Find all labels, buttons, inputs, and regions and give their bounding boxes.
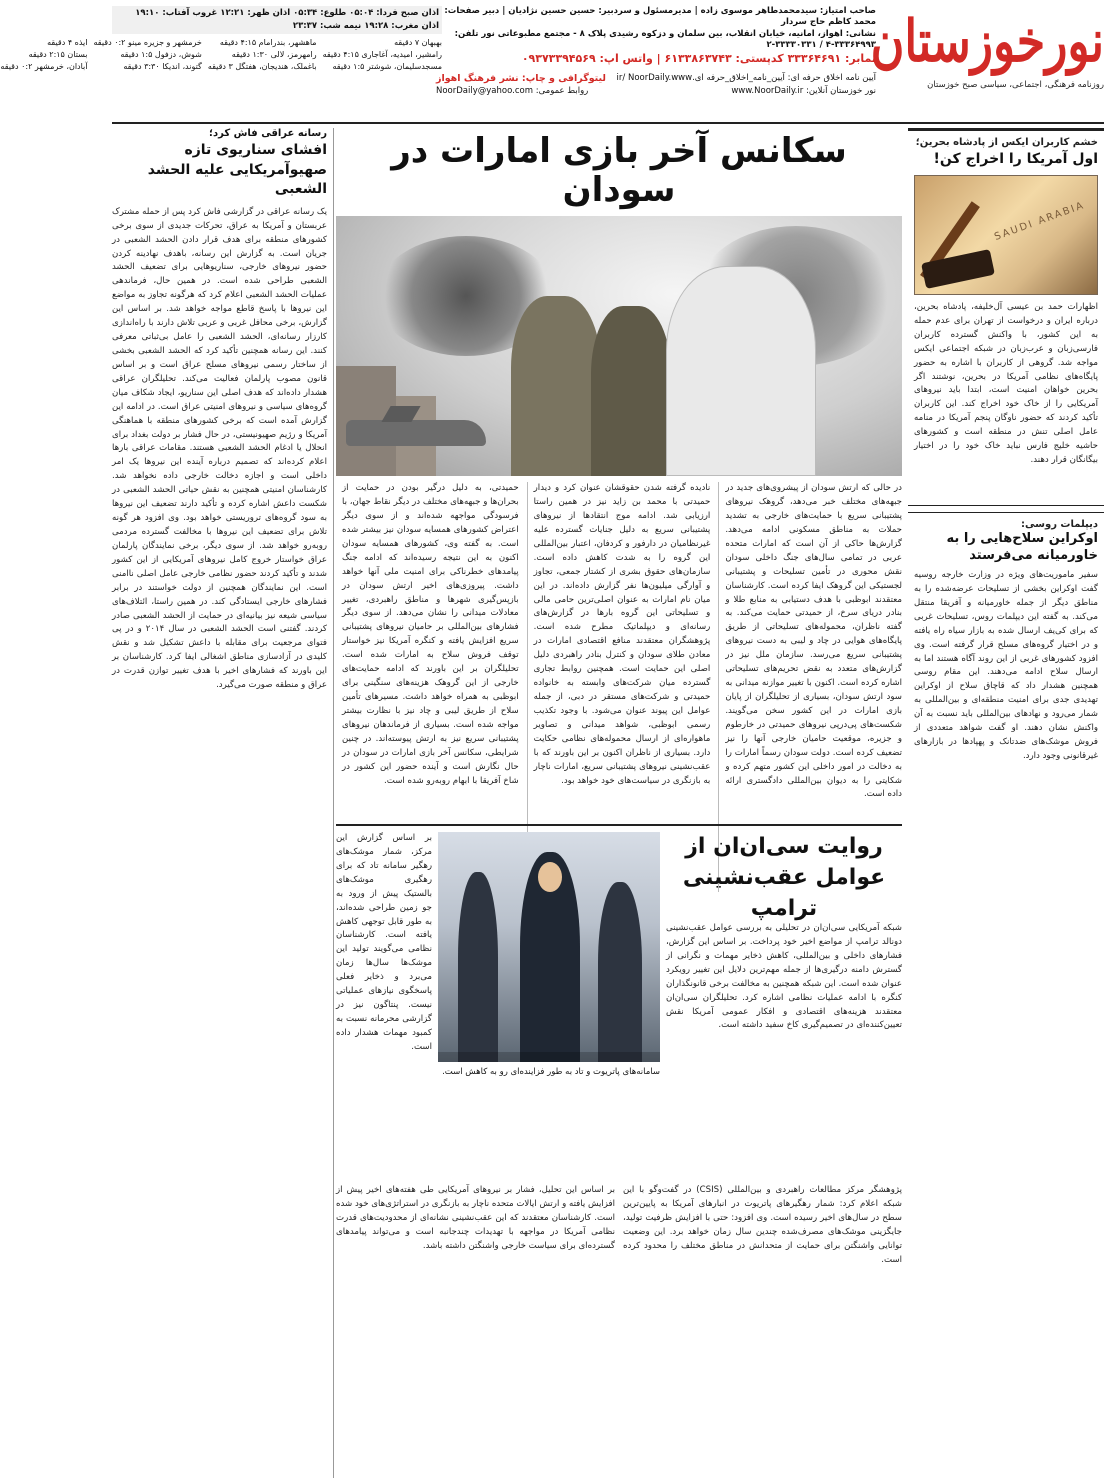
prayer-time-item: مسجدسلیمان، شوشتر ۱:۵ دقیقه [332, 61, 442, 71]
phone-line: نمابر: ۳۳۳۶۴۶۹۱ کدپستی: ۶۱۳۳۸۶۳۷۴۳ | واتس اپ: ۰۹۳۷۳۳۹۴۵۶۹ [521, 51, 876, 65]
story-kicker: رسانه عراقی فاش کرد؛ [208, 128, 327, 139]
story-body: اظهارات حمد بن عیسی آل‌خلیفه، پادشاه بحرین، درباره ایران و درخواست از تهران برای عدم حمله به این کشور، با واکنش گسترده کاربران فارسی‌زبان و عرب‌زبان در شبکه اجتماعی ایکس مواجه شد. گروهی از کاربران با اشاره به حضور پایگاه‌های نظامی آمریکا در بحرین، نوشتند اگر بحرین خواهان امنیت است، ابتدا باید نیروهای آمریکایی را از خاک خود اخراج کند. این کاربران تأکید کردند که حضور ناوگان پنجم آمریکا در منامه عامل اصلی تنش در منطقه است و کشورهای حاشیه خلیج فارس نباید خاک خود را در اختیار بیگانگان قرار دهند. [914, 301, 1098, 466]
ukraine-story[interactable] [908, 512, 1104, 1135]
story-body: سفیر ماموریت‌های ویژه در وزارت خارجه روسیه گفت اوکراین بخشی از تسلیحات عرضه‌شده را به مناطق دیگر از جمله خاورمیانه و آفریقا منتقل می‌کند. به گفته این دیپلمات روس، تسلیحات غربی که برای کی‌یف ارسال شده به بازار سیاه راه یافته و در اختیار گروه‌های مسلح قرار گرفته است. وی افزود کشورهای غربی از این روند آگاه هستند اما به ارسال سلاح ادامه می‌دهند. این مقام روسی همچنین هشدار داد که قاچاق سلاح از اوکراین تهدیدی جدی برای امنیت منطقه‌ای و بین‌المللی به شمار می‌رود و نهادهای بین‌المللی باید نسبت به آن واکنش نشان دهند. او گفت شواهد متعددی از فروش موشک‌های ضدتانک و پهپادها در بازارهای غیرقانونی وجود دارد. [914, 569, 1098, 761]
email-link[interactable]: روابط عمومی: NoorDaily@yahoo.com [436, 85, 589, 96]
prayer-time-item: بستان ۲:۱۵ دقیقه [28, 49, 88, 59]
newspaper-page [0, 4, 1104, 1479]
bahrain-story[interactable] [908, 128, 1104, 506]
address-line: نشانی: اهواز، امانیه، خیابان انقلاب، بین سلمان و دزکوه رشیدی پلاک ۸ - مجتمع مطبوعاتی نور تلفن: ۳۳۳۶۴۹۹۳-۴ / ۳۳۳۳۰۳۳۱-۲ [454, 28, 876, 51]
story-body: شبکه آمریکایی سی‌ان‌ان در تحلیلی به بررسی عوامل عقب‌نشینی دونالد ترامپ از مواضع اخیر خود پرداخت. بر اساس این گزارش، فشارهای داخلی و بین‌المللی، کاهش ذخایر مهمات و نگرانی از گسترش دامنه درگیری‌ها از جمله مهم‌ترین دلایل این تغییر رویکرد عنوان شده است. این شبکه همچنین به مخالفت برخی قانونگذاران کنگره با ادامه عملیات نظامی اشاره کرد. تحلیلگران سی‌ان‌ان معتقدند هزینه‌های اقتصادی و افکار عمومی آمریکا نقش تعیین‌کننده‌ای در تصمیم‌گیری کاخ سفید داشته است. [666, 923, 902, 1031]
photo-caption: سامانه‌های پاتریوت و تاد به طور فزاینده‌ای رو به کاهش است. [442, 1067, 660, 1077]
story-side-body: بر اساس گزارش این مرکز، شمار موشک‌های رهگیر سامانه تاد که برای رهگیری موشک‌های بالستیک پیش از ورود به جو زمین طراحی شده‌اند، به طور قابل توجهی کاهش یافته است. کارشناسان نظامی می‌گویند تولید این موشک‌ها سال‌ها زمان می‌برد و ذخایر فعلی پاسخگوی نیازهای عملیاتی نیست. پنتاگون نیز در گزارشی محرمانه نسبت به کمبود مهمات هشدار داده است. [336, 833, 432, 1052]
dateline: اذان صبح فردا: ۰۵:۰۴ طلوع: ۰۵:۳۴ اذان ظهر: ۱۲:۲۱ غروب آفتاب: ۱۹:۱۰ اذان مغرب: ۱۹:۲۸ نیمه شب: ۲۳:۳۷ [112, 6, 442, 34]
prayer-time-item: خرمشهر و جزیره مینو ۰:۲ دقیقه [93, 37, 202, 47]
story-headline[interactable]: روایت سی‌ان‌ان از عوامل عقب‌نشینی ترامپ [682, 834, 886, 921]
main-story-col-3: حمیدتی، به دلیل درگیر بودن در حمایت از بحران‌ها و جبهه‌های مختلف در دیگر نقاط جهان، با فرسودگی مواجهه شده‌اند و از سوی دیگر اعتراض کشورهای همسایه سودان نیز بیشتر شده است. به گفته وی، کشورهای همسایه سودان اکنون به این نتیجه رسیده‌اند که ادامه جنگ پیامدهای خطرناکی برای امنیت ملی آنها خواهد داشت. پیروزی‌های اخیر ارتش سودان در بازپس‌گیری شهرها و مناطق راهبردی، تغییر معادلات میدانی را نشان می‌دهد. از سوی دیگر فشارهای بین‌المللی بر حامیان نیروهای پشتیبانی سریع افزایش یافته و کنگره آمریکا نیز خواستار توقف فروش سلاح به امارات شده است. تحلیلگران بر این باورند که ادامه حمایت‌های خارجی از این گروهک هزینه‌های سنگینی برای ابوظبی به همراه خواهد داشت. مسیرهای تأمین سلاح از طریق لیبی و چاد نیز با نظارت بیشتر مواجه شده است. بسیاری از فرماندهان نیروهای پشتیبانی سریع نیز به ارتش پیوسته‌اند. در چنین شرایطی، سکانس آخر بازی امارات در سودان در حال نگارش است و آینده حضور این کشور در شاخ آفریقا با ابهام روبه‌رو شده است. [341, 483, 519, 786]
story-headline[interactable]: اول آمریکا را اخراج کن! [933, 151, 1098, 167]
prayer-time-item: ایذه ۴ دقیقه [47, 37, 88, 47]
main-story [336, 128, 902, 818]
prayer-times-box [0, 6, 442, 121]
ethics-line: آیین نامه اخلاق حرفه ای: آیین_نامه_اخلاق_حرفه ای.ir/ NoorDaily.www [616, 72, 876, 83]
prayer-time-item: رامشیر، امیدیه، آغاجاری ۴:۱۵ دقیقه [322, 49, 442, 59]
prayer-time-item: رامهرمز، لالی ۱:۳۰ دقیقه [231, 49, 317, 59]
story-body: یک رسانه عراقی در گزارشی فاش کرد پس از حمله مشترک عربستان و آمریکا به عراق، تحرکات جدیدی از سوی برخی کشورهای منطقه برای هدف قرار دادن الحشد الشعبی در جریان است. به گزارش این رسانه، باهدف نهادینه کردن حضور نیروهای خارجی، سناریوهایی برای تضعیف الحشد الشعبی طراحی شده است. در همین حال، فرماندهی عملیات الحشد الشعبی اعلام کرد که هرگونه تجاوز به مواضع این نیروها با پاسخ قاطع مواجه خواهد شد. بر اساس این گزارش، برخی محافل غربی و عربی تلاش دارند با راه‌اندازی کارزار رسانه‌ای، الحشد الشعبی را عامل بی‌ثباتی معرفی کنند. این رسانه همچنین تأکید کرد که الحشد الشعبی بخشی از ساختار رسمی نیروهای مسلح عراق است و بر اساس قانون مصوب پارلمان فعالیت می‌کند. تحلیلگران عراقی هشدار داده‌اند که هدف اصلی این سناریو، ایجاد شکاف میان گروه‌های سیاسی و نیروهای امنیتی عراق است. در ادامه این گزارش آمده است که برخی کشورهای منطقه با هماهنگی آمریکا و رژیم صهیونیستی، در حال فشار بر دولت بغداد برای انحلال یا ادغام الحشد الشعبی هستند. مقامات عراقی بارها اعلام کرده‌اند که تصمیم درباره آینده این نیروها یک امر داخلی است و اجازه دخالت خارجی داده نخواهد شد. کارشناسان امنیتی همچنین به نقش حیاتی الحشد الشعبی در شکست داعش اشاره کرده و تأکید دارند تضعیف این نیروها به سود گروه‌های تروریستی خواهد بود. وی افزود هر گونه تلاش برای تضعیف این نیروها با مخالفت گسترده مردمی روبه‌رو خواهد شد. از سوی دیگر، برخی نمایندگان پارلمان عراق خواستار خروج کامل نیروهای آمریکایی از این کشور شدند و تأکید کردند حضور نظامی خارجی عامل اصلی ناامنی است. این نمایندگان همچنین از دولت خواستند در برابر فشارهای خارجی ایستادگی کند. در همین راستا، ائتلاف‌های سیاسی شیعه نیز بیانیه‌ای در حمایت از الحشد الشعبی صادر کردند. گفتنی است الحشد الشعبی در سال ۲۰۱۴ و در پی فتوای مرجعیت برای مقابله با داعش تشکیل شد و نقش کلیدی در آزادسازی مناطق اشغالی ایفا کرد. کارشناسان بر این باورند که فشارهای اخیر با هدف تغییر توازن قدرت در عراق و منطقه صورت می‌گیرد. [112, 206, 327, 691]
story-headline[interactable]: اوکراین سلاح‌هایی را به خاورمیانه می‌فرستد [946, 530, 1098, 564]
cnn-headline-box [666, 832, 902, 924]
sudan-collage-photo [336, 216, 902, 476]
broom-map-photo: SAUDI ARABIA [914, 175, 1098, 295]
prayer-time-item: ماهشهر، بندرامام ۴:۱۵ دقیقه [219, 37, 317, 47]
online-link[interactable]: نور خوزستان آنلاین: www.NoorDaily.ir [731, 85, 876, 96]
story-body-col-2: بر اساس این تحلیل، فشار بر نیروهای آمریکایی طی هفته‌های اخیر پیش از افزایش یافته و ارتش ایالات متحده ناچار به بازنگری در استراتژی‌های خود شده است. کارشناسان معتقدند که این عقب‌نشینی نشانه‌ای از محدودیت‌های قدرت نظامی آمریکا در مواجهه با تهدیدات چندجانبه است و می‌تواند پیامدهای گسترده‌ای برای سیاست خارجی واشنگتن داشته باشد. [336, 1185, 615, 1251]
main-headline[interactable]: سکانس آخر بازی امارات در سودان [391, 131, 847, 211]
right-column [908, 128, 1104, 1128]
trump-photo [438, 832, 660, 1062]
main-story-col-2: نادیده گرفته شدن حقوقشان عنوان کرد و دیدار حمیدتی با محمد بن زاید نیز در همین راستا ارزیابی شد. ادامه موج انتقادها از نیروهای پشتیبانی سریع به دلیل جنایات گسترده علیه غیرنظامیان در دارفور و کردفان، اعتبار بین‌المللی این گروه را به شدت کاهش داده است. سازمان‌های حقوق بشری از کشتار جمعی، تجاوز و آوارگی میلیون‌ها نفر گزارش داده‌اند. در این میان نام امارات به عنوان اصلی‌ترین حامی مالی و تسلیحاتی این گروه بارها در گزارش‌های رسانه‌ای و دیپلماتیک مطرح شده است. پژوهشگران معتقدند منافع اقتصادی امارات در معادن طلای سودان و کنترل بنادر راهبردی دلیل اصلی این حمایت است. همچنین روابط تجاری گسترده میان شرکت‌های وابسته به خانواده حمیدتی و شرکت‌های مستقر در دبی، از جمله عوامل این پیوند عنوان می‌شود. با وجود تکذیب رسمی ابوظبی، شواهد میدانی و تصاویر ماهواره‌ای از ارسال محموله‌های نظامی حکایت دارد. بسیاری از ناظران اکنون بر این باورند که با عقب‌نشینی نیروهای پشتیبانی سریع، امارات ناچار به بازنگری در سیاست‌های خود خواهد بود. [527, 482, 711, 892]
newspaper-logo[interactable]: نورخوزستان [870, 7, 1104, 75]
staff-line: صاحب امتیاز: سیدمحمدطاهر موسوی زاده | مدیرمسئول و سردبیر: حسین حسین نژادیان | دبیر صفحات: محمد کاظم حاج سردار [444, 6, 876, 28]
cnn-story-continued [336, 1184, 902, 1474]
header-divider [112, 122, 1104, 124]
main-story-col-1: در حالی که ارتش سودان از پیشروی‌های جدید در جبهه‌های مختلف خبر می‌دهد، گروهک نیروهای پشتیبانی سریع با حمایت‌های خارجی به تشدید حملات به مناطق مسکونی ادامه می‌دهد. گزارش‌ها حاکی از آن است که امارات متحده عربی در تمامی سال‌های جنگ داخلی سودان نقش محوری در تأمین تسلیحات و پشتیبانی لجستیکی این گروهک ایفا کرده است. کارشناسان معتقدند ابوظبی با هدف دستیابی به منابع طلا و بنادر دریای سرخ، از حمیدتی حمایت می‌کند. به گفته ناظران، محموله‌های تسلیحاتی از طریق پایگاه‌های هوایی در چاد و لیبی به دست نیروهای پشتیبانی سریع می‌رسد. سازمان ملل نیز در گزارش‌های متعدد به نقض تحریم‌های تسلیحاتی اشاره کرده است. اکنون با تغییر موازنه میدانی به سود ارتش سودان، بسیاری از تحلیلگران از پایان بازی امارات در این کشور سخن می‌گویند. شکست‌های پی‌درپی نیروهای حمیدتی در خارطوم و جزیره، موقعیت حامیان خارجی آنها را نیز تضعیف کرده است. دولت سودان رسماً امارات را به دخالت در امور داخلی این کشور متهم کرده و شکایتی را به دیوان بین‌المللی دادگستری ارائه داده است. [718, 482, 902, 892]
cnn-story [336, 824, 902, 1174]
publisher-info [436, 6, 876, 121]
masthead [870, 4, 1104, 119]
story-body-col-1: پژوهشگر مرکز مطالعات راهبردی و بین‌المللی (CSIS) در گفت‌وگو با این شبکه اعلام کرد: شمار رهگیرهای پاتریوت در انبارهای آمریکا به پایین‌ترین سطح در سال‌های اخیر رسیده است. وی افزود: حتی با افزایش ظرفیت تولید، جایگزینی موشک‌های مصرف‌شده چندین سال زمان خواهد برد. این وضعیت توانایی واشنگتن برای حمایت از متحدانش در مناطق مختلف را محدود کرده است. [623, 1185, 902, 1265]
left-column [112, 128, 334, 1478]
prayer-time-item: گتوند، اندیکا ۳:۳۰ دقیقه [123, 61, 202, 71]
prayer-time-item: بهبهان ۷ دقیقه [394, 37, 442, 47]
newspaper-tagline: روزنامه فرهنگی، اجتماعی، سیاسی صبح خوزستان [927, 80, 1104, 90]
prayer-time-item: شوش، دزفول ۱:۵ دقیقه [120, 49, 202, 59]
story-kicker: خشم کاربران ایکس از پادشاه بحرین؛ [915, 137, 1098, 148]
story-kicker: دیپلمات روسی: [1021, 518, 1098, 530]
story-headline[interactable]: افشای سناریوی تازه صهیوآمریکایی علیه الحشد الشعبی [147, 142, 327, 198]
printing-line: لیتوگرافی و چاپ: نشر فرهنگ اهواز [436, 72, 606, 84]
prayer-time-item: باغملک، هندیجان، هفتگل ۳ دقیقه [207, 61, 317, 71]
prayer-times-grid [0, 37, 442, 73]
prayer-time-item: آبادان، خرمشهر ۰:۲ دقیقه [0, 61, 88, 71]
